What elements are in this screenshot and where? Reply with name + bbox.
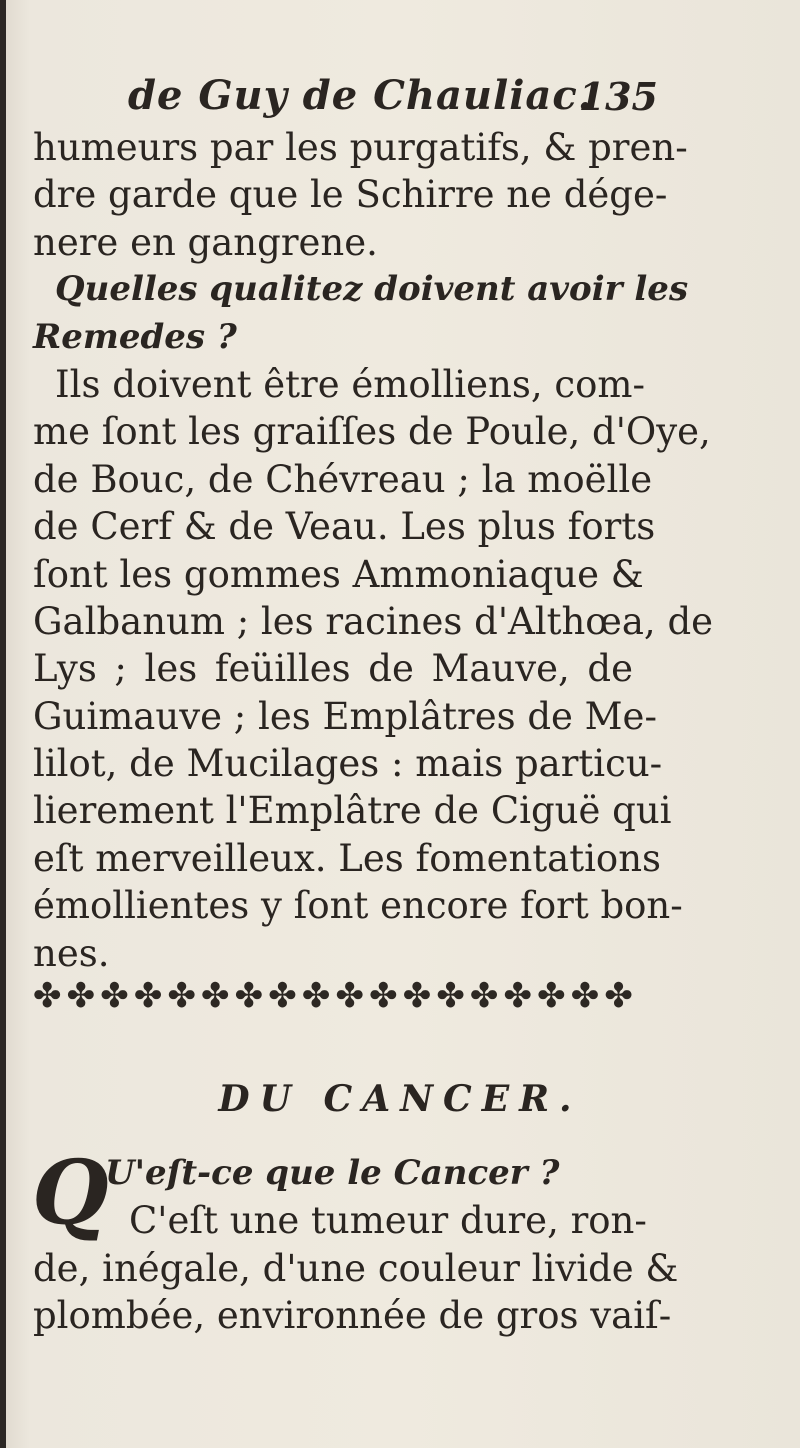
book-spine-edge bbox=[0, 0, 6, 1448]
fleuron-icon: ✤ bbox=[66, 976, 96, 1016]
question-line: Remedes ? bbox=[33, 316, 237, 357]
fleuron-icon: ✤ bbox=[100, 976, 129, 1016]
main-text bbox=[33, 124, 714, 977]
fleuron-icon: ✤ bbox=[133, 976, 163, 1016]
fleuron-icon: ✤ bbox=[335, 976, 364, 1016]
ornamental-divider bbox=[33, 968, 633, 1024]
fleuron-icon: ✤ bbox=[369, 976, 398, 1016]
text-line: de Cerf & de Veau. Les plus forts bbox=[33, 505, 656, 549]
fleuron-icon: ✤ bbox=[201, 976, 230, 1016]
running-head bbox=[128, 72, 658, 122]
text-line: dre garde que le Schirre ne dége- bbox=[33, 173, 668, 217]
question-line: U'eſt-ce que le Cancer ? bbox=[105, 1153, 560, 1193]
text-line: nere en gangrene. bbox=[33, 220, 378, 264]
running-title: de Guy de Chauliac. bbox=[128, 72, 593, 119]
fleuron-icon: ✤ bbox=[268, 976, 297, 1016]
text-line: lierement l'Emplâtre de Ciguë qui bbox=[33, 789, 672, 833]
fleuron-icon: ✤ bbox=[167, 976, 196, 1016]
fleuron-icon: ✤ bbox=[234, 976, 264, 1016]
section-title: DU CANCER. bbox=[218, 1078, 582, 1120]
text-line: nes. bbox=[33, 931, 110, 975]
fleuron-icon: ✤ bbox=[604, 976, 633, 1016]
fleuron-icon: ✤ bbox=[436, 976, 465, 1016]
text-line: Galbanum ; les racines d'Althœa, de bbox=[33, 599, 714, 643]
text-line: émollientes y ſont encore fort bon- bbox=[33, 884, 683, 928]
text-line: Lys ; les feüilles de Mauve, de bbox=[33, 647, 633, 691]
fleuron-icon: ✤ bbox=[537, 976, 566, 1016]
fleuron-icon: ✤ bbox=[301, 976, 331, 1016]
text-line: C'eſt une tumeur dure, ron- bbox=[129, 1199, 647, 1243]
page-number: 135 bbox=[578, 74, 658, 119]
question-line: Quelles qualitez doivent avoir les bbox=[55, 269, 689, 310]
text-line: Guimauve ; les Emplâtres de Me- bbox=[33, 694, 657, 738]
text-line: ſont les gommes Ammoniaque & bbox=[33, 552, 644, 596]
text-line: de Bouc, de Chévreau ; la moëlle bbox=[33, 457, 653, 501]
text-line: lilot, de Mucilages : mais particu- bbox=[33, 742, 663, 786]
text-line: me ſont les graiſſes de Poule, d'Oye, bbox=[33, 410, 711, 454]
fleuron-icon: ✤ bbox=[33, 976, 62, 1016]
fleuron-icon: ✤ bbox=[402, 976, 432, 1016]
text-line: Ils doivent être émolliens, com- bbox=[55, 362, 645, 406]
dropcap-letter: Q bbox=[32, 1140, 109, 1244]
fleuron-icon: ✤ bbox=[469, 976, 499, 1016]
fleuron-icon: ✤ bbox=[570, 976, 600, 1016]
cancer-section-text bbox=[32, 1140, 679, 1340]
text-line: eſt merveilleux. Les fomentations bbox=[33, 836, 662, 880]
text-line: de, inégale, d'une couleur livide & bbox=[33, 1246, 679, 1290]
fleuron-icon: ✤ bbox=[503, 976, 533, 1016]
text-line: plombée, environnée de gros vaiſ- bbox=[33, 1294, 672, 1338]
text-line: humeurs par les purgatifs, & pren- bbox=[33, 126, 688, 169]
